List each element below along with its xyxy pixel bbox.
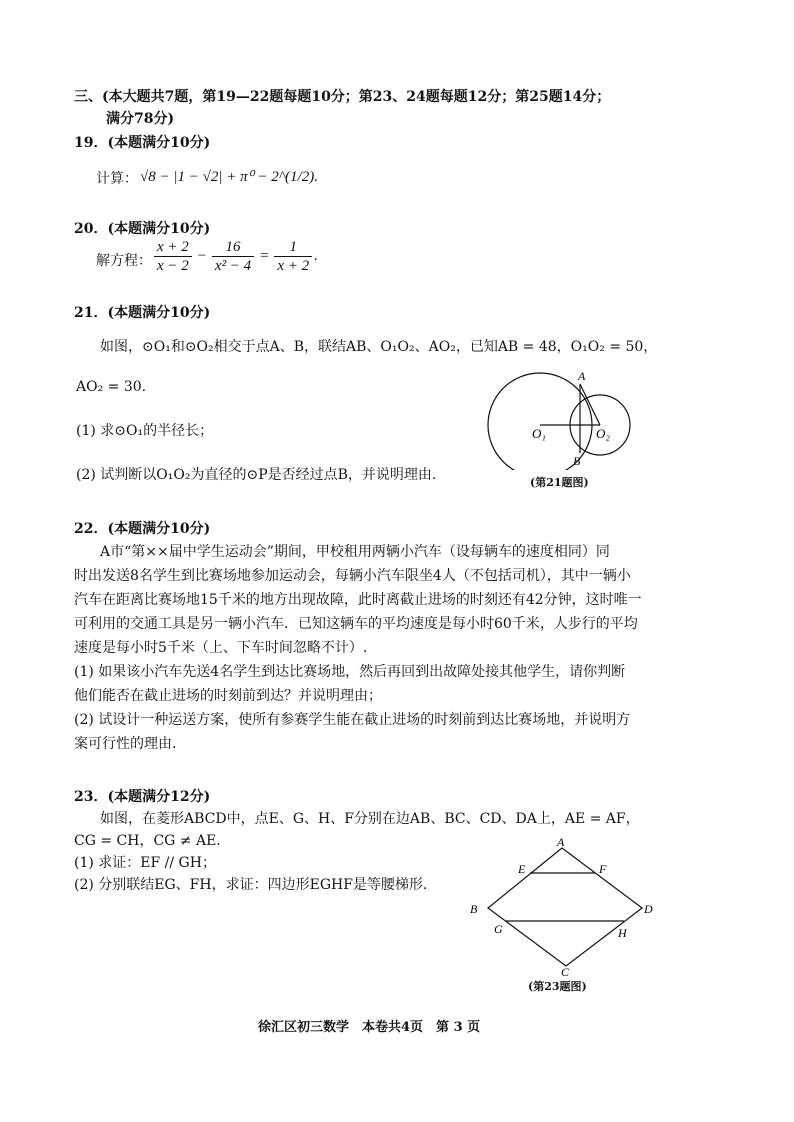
q21-part2: (2) 试判断以O₁O₂为直径的⊙P是否经过点B，并说明理由. <box>76 467 437 483</box>
q19-title: 19．(本题满分10分) <box>74 135 211 151</box>
q20-fraction-3 <box>274 238 312 275</box>
label-b: B <box>470 902 478 916</box>
q22-line: 速度是每小时5千米（上、下车时间忽略不计）. <box>74 640 368 656</box>
q21-caption: (第21题图) <box>530 476 589 489</box>
section-header-line2: 满分78分) <box>106 111 175 127</box>
label-b: B <box>573 454 581 468</box>
label-o1: O₁ <box>532 426 546 441</box>
q20-title: 20．(本题满分10分) <box>74 221 211 237</box>
q20-fraction-2-numerator: 16 <box>212 238 254 257</box>
q22-line: (1) 如果该小汽车先送4名学生到达比赛场地，然后再回到出故障处接其他学生，请你判断 <box>74 664 626 680</box>
q23-figure <box>466 836 666 976</box>
label-o2: O₂ <box>596 426 610 441</box>
q21-text1: 如图，⊙O₁和⊙O₂相交于点A、B，联结AB、O₁O₂、AO₂，已知AB = 48，O₁O₂ = 50， <box>100 339 658 355</box>
label-c: C <box>561 965 570 976</box>
label-h: H <box>618 926 627 940</box>
label-g: G <box>494 922 503 936</box>
q22-body <box>74 540 674 756</box>
q20-fraction-1-numerator: x + 2 <box>154 238 192 257</box>
q21-text2: AO₂ = 30. <box>76 379 147 395</box>
q23-text1: 如图，在菱形ABCD中，点E、G、H、F分别在边AB、BC、CD、DA上，AE = AF， <box>100 811 640 827</box>
q22-line: 他们能否在截止进场的时刻前到达？并说明理由； <box>74 688 382 704</box>
q23-caption: (第23题图) <box>528 980 587 993</box>
q20-prompt: 解方程： <box>96 253 152 269</box>
segment-ao2 <box>580 384 600 425</box>
q20-fraction-2 <box>212 238 254 275</box>
q21-title: 21．(本题满分10分) <box>74 305 211 321</box>
q20-fraction-1 <box>154 238 192 275</box>
label-a: A <box>578 370 586 383</box>
q20-fraction-1-denominator: x − 2 <box>157 258 189 274</box>
q19-prompt: 计算： <box>96 171 138 187</box>
q23-text2: CG = CH，CG ≠ AE. <box>74 833 221 849</box>
q23-part1: (1) 求证：EF // GH； <box>74 855 216 871</box>
q21-part1: (1) 求⊙O₁的半径长； <box>76 423 214 439</box>
q21-figure <box>480 370 640 470</box>
label-f: F <box>599 862 607 876</box>
q19-expression: √8 − |1 − √2| + π⁰ − 2^(1/2). <box>140 169 318 185</box>
q22-line: 可利用的交通工具是另一辆小汽车．已知这辆车的平均速度是每小时60千米，人步行的平均 <box>74 616 638 632</box>
q22-title: 22．(本题满分10分) <box>74 521 211 537</box>
q22-line: 案可行性的理由. <box>74 736 177 752</box>
rhombus-abcd <box>488 848 642 966</box>
q23-title: 23．(本题满分12分) <box>74 789 211 805</box>
label-d: D <box>644 902 653 916</box>
q22-line: A市“第××届中学生运动会”期间，甲校租用两辆小汽车（设每辆车的速度相同）同 <box>100 544 610 560</box>
q22-line: (2) 试设计一种运送方案，使所有参赛学生能在截止进场的时刻前到达比赛场地，并说明方 <box>74 712 631 728</box>
q20-fraction-2-denominator: x² − 4 <box>214 258 252 274</box>
q20-fraction-3-numerator: 1 <box>274 238 312 257</box>
q20-equation <box>152 238 318 275</box>
q20-minus-sign: − <box>196 248 207 264</box>
label-e: E <box>518 862 526 876</box>
q20-period: . <box>314 248 318 264</box>
q22-line: 汽车在距离比赛场地15千米的地方出现故障，此时离截止进场的时刻还有42分钟，这时唯一 <box>74 592 642 608</box>
q22-line: 时出发送8名学生到比赛场地参加运动会，每辆小汽车限坐4人（不包括司机），其中一辆小 <box>74 568 631 584</box>
q20-fraction-3-denominator: x + 2 <box>277 258 310 274</box>
q23-part2: (2) 分别联结EG、FH，求证：四边形EGHF是等腰梯形. <box>74 877 428 893</box>
section-header-line1: 三、(本大题共7题，第19—22题每题10分；第23、24题每题12分；第25题14分； <box>74 89 611 105</box>
q20-equals-sign: = <box>259 248 270 264</box>
page-footer: 徐汇区初三数学 本卷共4页 第 3 页 <box>258 1020 481 1035</box>
label-a: A <box>557 836 565 849</box>
